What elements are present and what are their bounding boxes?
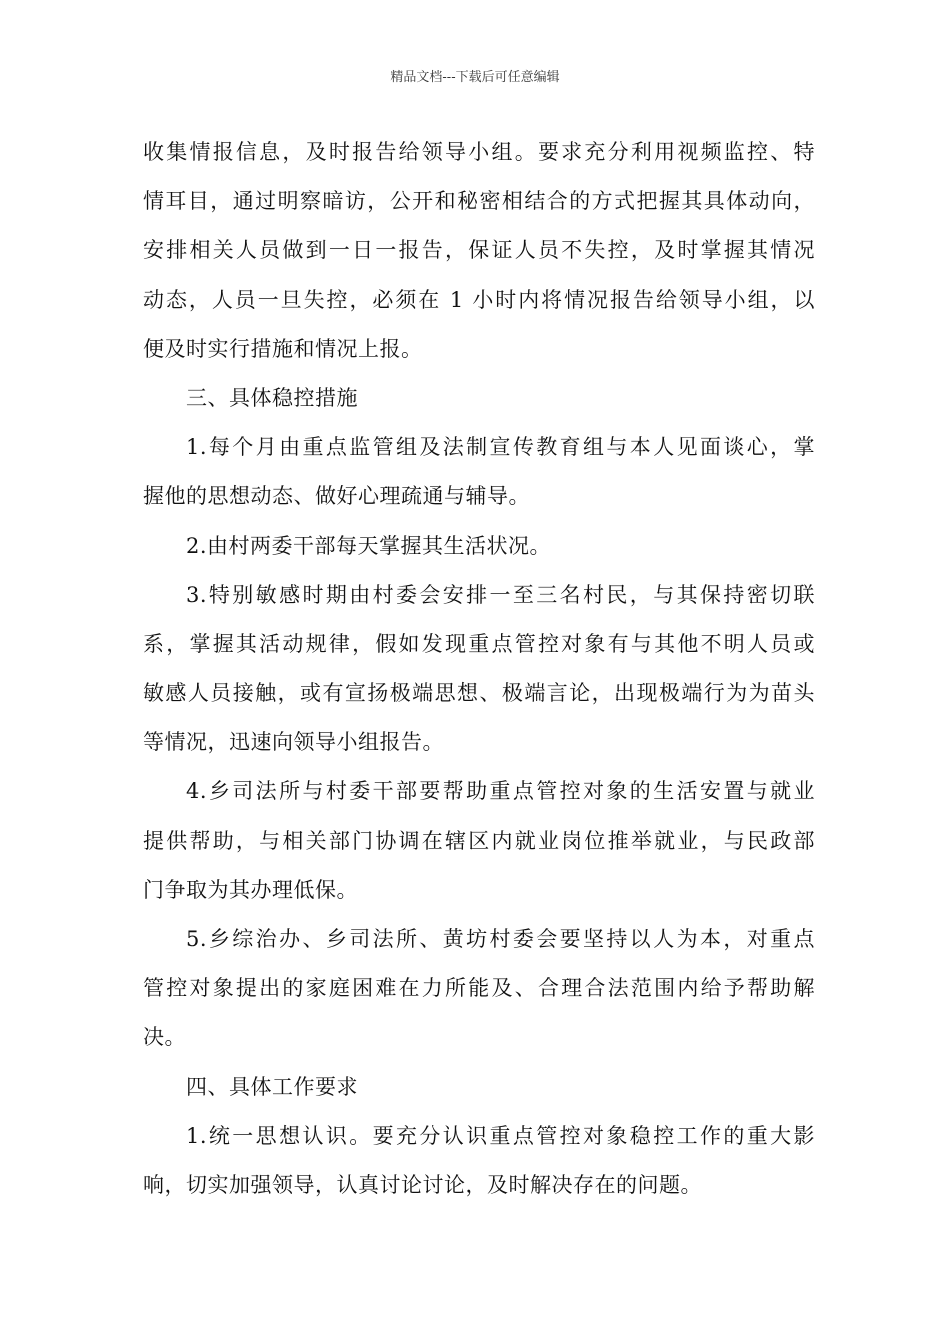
section-heading: 四、具体工作要求 xyxy=(186,1074,358,1099)
page-header: 精品文档---下载后可任意编辑 xyxy=(390,70,560,85)
text-line: 5.乡综治办、乡司法所、黄坊村委会要坚持以人为本，对重点 xyxy=(186,927,815,951)
text-line: 等情况，迅速向领导小组报告。 xyxy=(143,730,444,755)
text-line: 握他的思想动态、做好心理疏通与辅导。 xyxy=(143,484,530,509)
text-line: 4.乡司法所与村委干部要帮助重点管控对象的生活安置与就业 xyxy=(186,779,815,804)
text-line: 动态，人员一旦失控，必须在 1 小时内将情况报告给领导小组，以 xyxy=(143,287,815,312)
text-line: 门争取为其办理低保。 xyxy=(143,877,358,902)
text-line: 敏感人员接触，或有宣扬极端思想、极端言论，出现极端行为为苗头 xyxy=(143,681,815,706)
text-line: 收集情报信息，及时报告给领导小组。要求充分利用视频监控、特 xyxy=(143,140,815,164)
text-line: 1.每个月由重点监管组及法制宣传教育组与本人见面谈心，掌 xyxy=(186,435,815,460)
text-line: 2.由村两委干部每天掌握其生活状况。 xyxy=(186,533,552,558)
text-line: 决。 xyxy=(143,1025,186,1050)
text-line: 响，切实加强领导，认真讨论讨论，及时解决存在的问题。 xyxy=(143,1172,702,1197)
text-line: 系，掌握其活动规律，假如发现重点管控对象有与其他不明人员或 xyxy=(143,631,815,656)
text-line: 管控对象提出的家庭困难在力所能及、合理合法范围内给予帮助解 xyxy=(143,976,815,1001)
text-line: 提供帮助，与相关部门协调在辖区内就业岗位推举就业，与民政部 xyxy=(143,828,815,853)
text-line: 便及时实行措施和情况上报。 xyxy=(143,336,423,361)
document-body xyxy=(143,128,815,1210)
text-line: 1.统一思想认识。要充分认识重点管控对象稳控工作的重大影 xyxy=(186,1123,815,1148)
section-heading: 三、具体稳控措施 xyxy=(186,385,358,410)
text-line: 3.特别敏感时期由村委会安排一至三名村民，与其保持密切联 xyxy=(186,582,815,607)
text-line: 情耳目，通过明察暗访，公开和秘密相结合的方式把握其具体动向， xyxy=(143,189,815,214)
text-line: 安排相关人员做到一日一报告，保证人员不失控，及时掌握其情况 xyxy=(143,238,815,263)
